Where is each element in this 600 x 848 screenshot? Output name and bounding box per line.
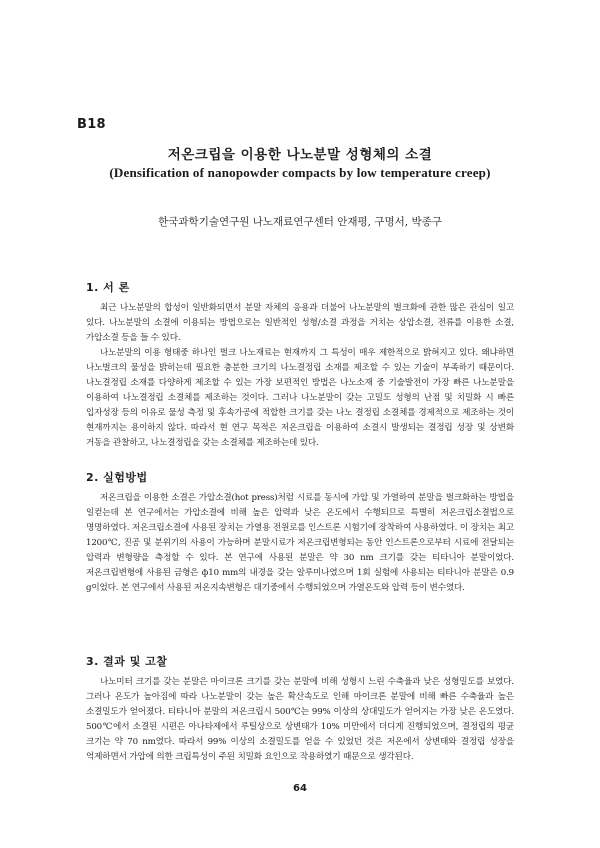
section-heading: 2. 실험방법 (86, 471, 148, 484)
section-heading: 3. 결과 및 고찰 (86, 655, 168, 668)
section-introduction (86, 279, 514, 451)
section-results (86, 653, 514, 765)
title-korean: 저온크립을 이용한 나노분말 성형체의 소결 (167, 147, 433, 163)
authors-affiliation: 한국과학기술연구원 나노재료연구센터 안재평, 구명서, 박종구 (158, 216, 442, 228)
section-heading: 1. 서 론 (86, 281, 130, 294)
paragraph: 저온크립을 이용한 소결은 가압소결(hot press)처럼 시료를 동시에 가압 및 가열하여 분말을 벌크화하는 방법을 일컫는데 본 연구에서는 가압소결에 비해 높은 압력과 낮은 온도에서 수행되므로 특별히 저온크립소결법으로 명명하였다. 저온크립소결에 사용된 장치는 가열용 전원로를 인스트론 시험기에 장착하여 사용하였다. 이 장치는 최고 1200℃, 진공 및 분위기의 사용이 가능하며 분말시료가 저온크립변형되는 동안 인스트론으로부터 시료에 전달되는 압력과 변형량을 측정할 수 있다. 본 연구에 사용된 분말은 약 30 nm 크기를 갖는 티타니아 분말이었다. 저온크립변형에 사용된 금형은 ф10 mm의 내경을 갖는 알루미나였으며 1회 실험에 사용되는 티타니아 분말은 0.9 g이었다. 본 연구에서 사용된 저온지속변형은 대기중에서 수행되었으며 가열온도와 압력 등이 변수였다. (86, 493, 514, 593)
page-number: 64 (293, 783, 307, 794)
paragraph: 최근 나노분말의 합성이 일반화되면서 분말 자체의 응용과 더불어 나노분말의 벌크화에 관한 많은 관심이 일고 있다. 나노분말의 소결에 이용되는 방법으로는 일반적인 성형/소결 과정을 거치는 상압소결, 전류를 이용한 소결, 가압소결 등을 들 수 있다. (86, 303, 514, 343)
section-methods (86, 469, 514, 596)
paragraph: 나노분말의 이용 형태중 하나인 벌크 나노재료는 현재까지 그 특성이 매우 제한적으로 밝혀지고 있다. 왜냐하면 나노벌크의 물성을 밝히는데 필요한 충분한 크기의 나노결정립 소재를 제조할 수 있는 기술이 부족하기 때문이다. 나노결정립 소재를 다양하게 제조할 수 있는 가장 보편적인 방법은 나노소재 중 기술발전이 가장 빠른 나노분말을 이용하여 나노결정립 소결체를 제조하는 것이다. 그러나 나노분말이 갖는 고밀도 성형의 난점 및 치밀화 시 빠른 입자성장 등의 이유로 물성 측정 및 후속가공에 적합한 크기를 갖는 나노 결정립 소결체를 경제적으로 제조하는 것이 현재까지는 용이하지 않다. 따라서 현 연구 목적은 저온크립을 이용하여 소결시 발생되는 결정립 성장 및 상변화 거동을 관찰하고, 나노결정립을 갖는 소결체를 제조하는데 있다. (86, 348, 514, 448)
paragraph: 나노미터 크기를 갖는 분말은 마이크론 크기를 갖는 분말에 비해 성형시 느린 수축율과 낮은 성형밀도를 보였다. 그러나 온도가 높아짐에 따라 나노분말이 갖는 높은 확산속도로 인해 마이크론 분말에 비해 빠른 수축율과 높은 소결밀도가 얻어졌다. 티타니아 분말의 저온크립시 500℃는 99% 이상의 상대밀도가 얻어지는 가장 낮은 온도였다. 500℃에서 소결된 시편은 아나타제에서 루틸상으로 상변태가 10% 미만에서 더디게 진행되었으며, 결정립의 평균 크기는 약 70 nm였다. 따라서 99% 이상의 소결밀도를 얻을 수 있었던 것은 저온에서 상변태와 결정립 성장을 억제하면서 가압에 의한 크립특성이 주된 치밀화 요인으로 작용하였기 때문으로 생각된다. (86, 677, 514, 762)
abstract-code: B18 (77, 117, 106, 132)
title-english: (Densification of nanopowder compacts by low temperature creep) (109, 165, 491, 180)
